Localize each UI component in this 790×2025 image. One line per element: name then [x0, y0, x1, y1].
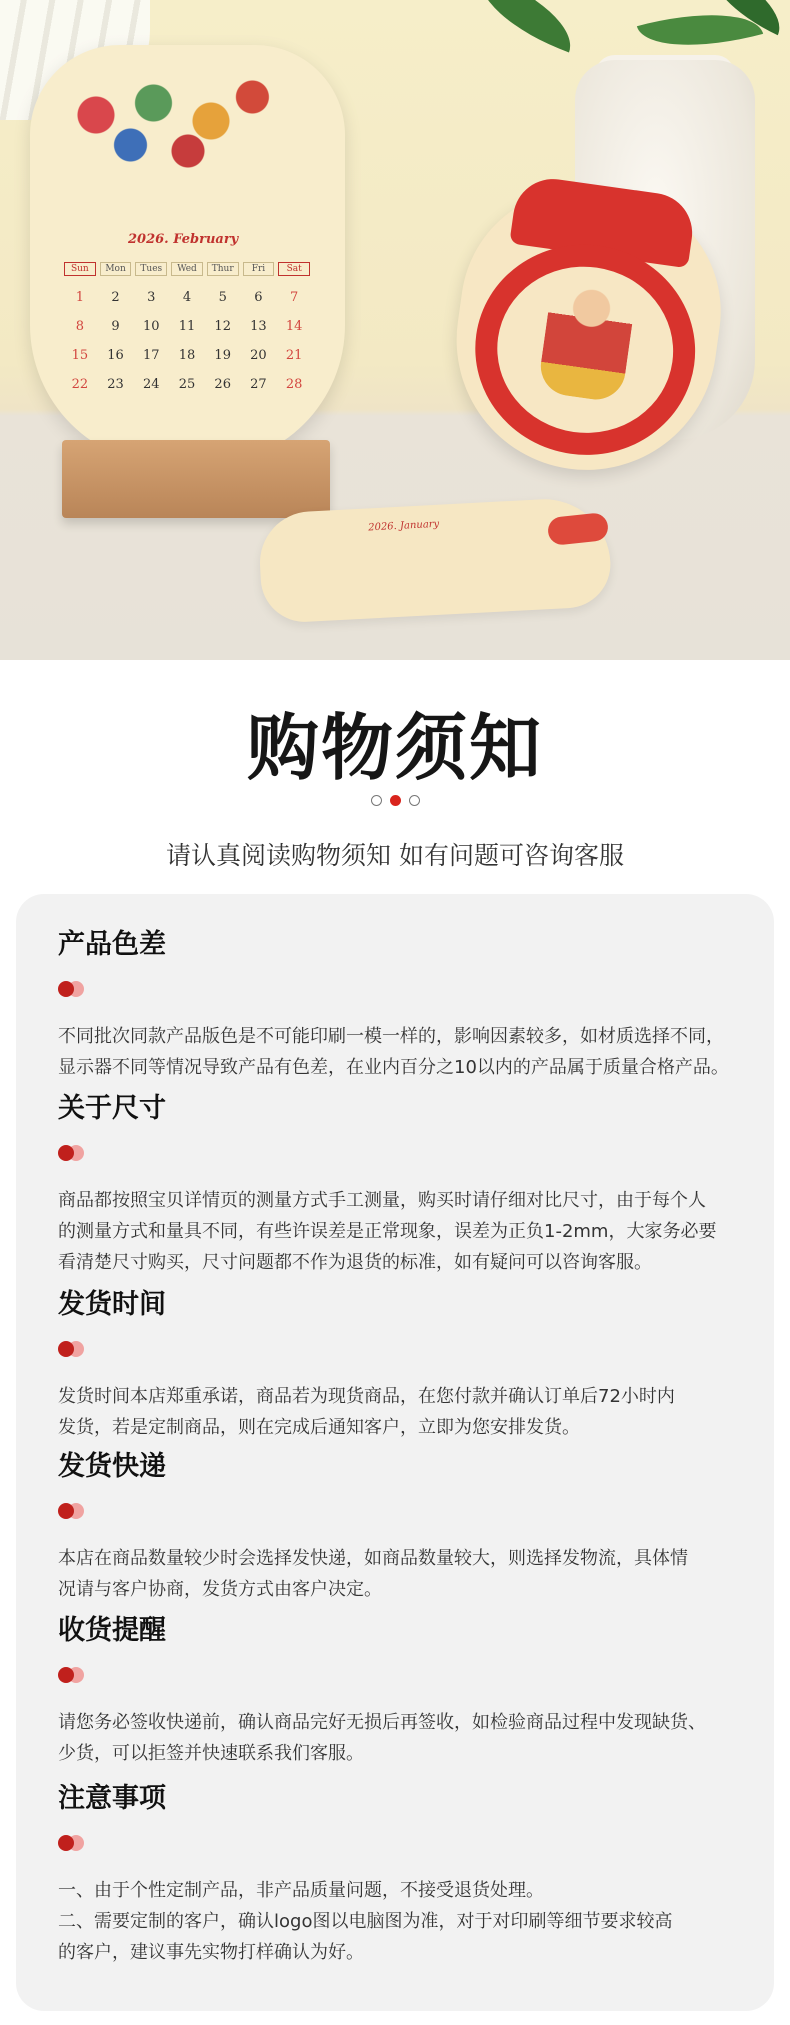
calendar-day: 5: [218, 290, 227, 305]
wooden-stand: [62, 440, 330, 518]
calendar-day: 19: [214, 348, 231, 363]
section-body: 不同批次同款产品版色是不可能印刷一模一样的，影响因素较多，如材质选择不同， 显示器不同等情况导致产品有色差，在业内百分之10以内的产品属于质量合格产品。: [58, 1026, 729, 1078]
calendar-day: 6: [254, 290, 263, 305]
section-body: 请您务必签收快递前，确认商品完好无损后再签收，如检验商品过程中发现缺货、 少货，可以拒签并快速联系我们客服。: [58, 1712, 706, 1764]
calendar-day: 24: [143, 377, 160, 392]
fortune-gods-illustration: [50, 55, 280, 175]
calendar-day: 2: [111, 290, 120, 305]
bullet-marker-icon: [58, 1341, 90, 1359]
calendar-day: 25: [178, 377, 196, 392]
calendar-weekday: Wed: [171, 262, 203, 276]
bullet-marker-icon: [58, 981, 90, 999]
calendar-weekday: Sun: [64, 262, 96, 276]
bullet-marker-icon: [58, 1503, 90, 1521]
bullet-marker-icon: [58, 1835, 90, 1853]
page-subtitle: 请认真阅读购物须知 如有问题可咨询客服: [166, 841, 624, 870]
calendar-day: 8: [75, 319, 84, 334]
calendar-day: 23: [107, 377, 124, 392]
section-body: 一、由于个性定制产品，非产品质量问题，不接受退货处理。 二、需要定制的客户，确认logo图以电脑图为准，对于对印刷等细节要求较高 的客户，建议事先实物打样确认为好。: [58, 1880, 673, 1963]
calendar-day: 9: [111, 319, 120, 334]
calendar-day: 12: [214, 319, 231, 334]
pager-dot: [390, 795, 401, 806]
section-heading: 发货时间: [58, 1289, 166, 1320]
calendar-day: 4: [182, 290, 192, 305]
bullet-marker-icon: [58, 1145, 90, 1163]
bullet-marker-icon: [58, 1667, 90, 1685]
section-size: [58, 1086, 758, 1278]
section-heading: 收货提醒: [58, 1615, 166, 1646]
calendar-day: 7: [290, 290, 299, 305]
calendar-weekday: Thur: [207, 262, 239, 276]
section-body: 商品都按照宝贝详情页的测量方式手工测量，购买时请仔细对比尺寸，由于每个人 的测量方式和量具不同，有些许误差是正常现象，误差为正负1-2mm，大家务必要 看清楚尺寸购买，尺寸问题都不作为退货的标准，如有疑问可以咨询客服。: [58, 1190, 717, 1273]
calendar-day: 20: [250, 348, 267, 363]
page-title: 购物须知: [246, 706, 543, 790]
calendar-day: 14: [285, 319, 303, 334]
calendar-day: 17: [143, 348, 160, 363]
calendar-day: 10: [143, 319, 160, 334]
calendar-month-title: 2026. February: [128, 232, 239, 247]
calendar-weekday: Fri: [243, 262, 275, 276]
section-body: 发货时间本店郑重承诺，商品若为现货商品，在您付款并确认订单后72小时内 发货，若是定制商品，则在完成后通知客户，立即为您安排发货。: [58, 1386, 675, 1438]
pager-dots: [0, 795, 790, 806]
calendar-day: 15: [71, 348, 89, 363]
leaf: [466, 0, 585, 52]
calendar-day: 16: [107, 348, 124, 363]
notice-panel: [16, 894, 774, 2011]
section-notes: [58, 1776, 758, 1968]
flat-card-title: 2026. January: [367, 518, 440, 534]
section-color-difference: [58, 922, 758, 1083]
calendar-day: 26: [214, 377, 231, 392]
section-shipping-time: [58, 1282, 758, 1443]
calendar-day: 1: [75, 290, 84, 305]
calendar-day: 21: [285, 348, 303, 363]
calendar-day: 13: [250, 319, 267, 334]
calendar-grid: [62, 262, 312, 392]
calendar-day: 22: [71, 377, 89, 392]
section-receipt-reminder: [58, 1608, 758, 1769]
calendar-day: 3: [147, 290, 156, 305]
section-body: 本店在商品数量较少时会选择发快递，如商品数量较大，则选择发物流，具体情 况请与客户协商，发货方式由客户决定。: [58, 1548, 688, 1600]
section-heading: 发货快递: [58, 1451, 166, 1482]
calendar-day: 27: [250, 377, 267, 392]
product-photo: [0, 0, 790, 660]
calendar-day: 11: [178, 319, 196, 334]
calendar-weekday: Tues: [135, 262, 167, 276]
calendar-day: 18: [178, 348, 196, 363]
flat-calendar-card: [257, 496, 612, 624]
pager-dot: [409, 795, 420, 806]
calendar-day: 28: [285, 377, 303, 392]
section-heading: 注意事项: [58, 1783, 166, 1814]
section-heading: 产品色差: [58, 929, 166, 960]
calendar-weekday: Mon: [100, 262, 132, 276]
section-courier: [58, 1444, 758, 1605]
section-heading: 关于尺寸: [58, 1093, 166, 1124]
calendar-weekday: Sat: [278, 262, 310, 276]
pager-dot: [371, 795, 382, 806]
